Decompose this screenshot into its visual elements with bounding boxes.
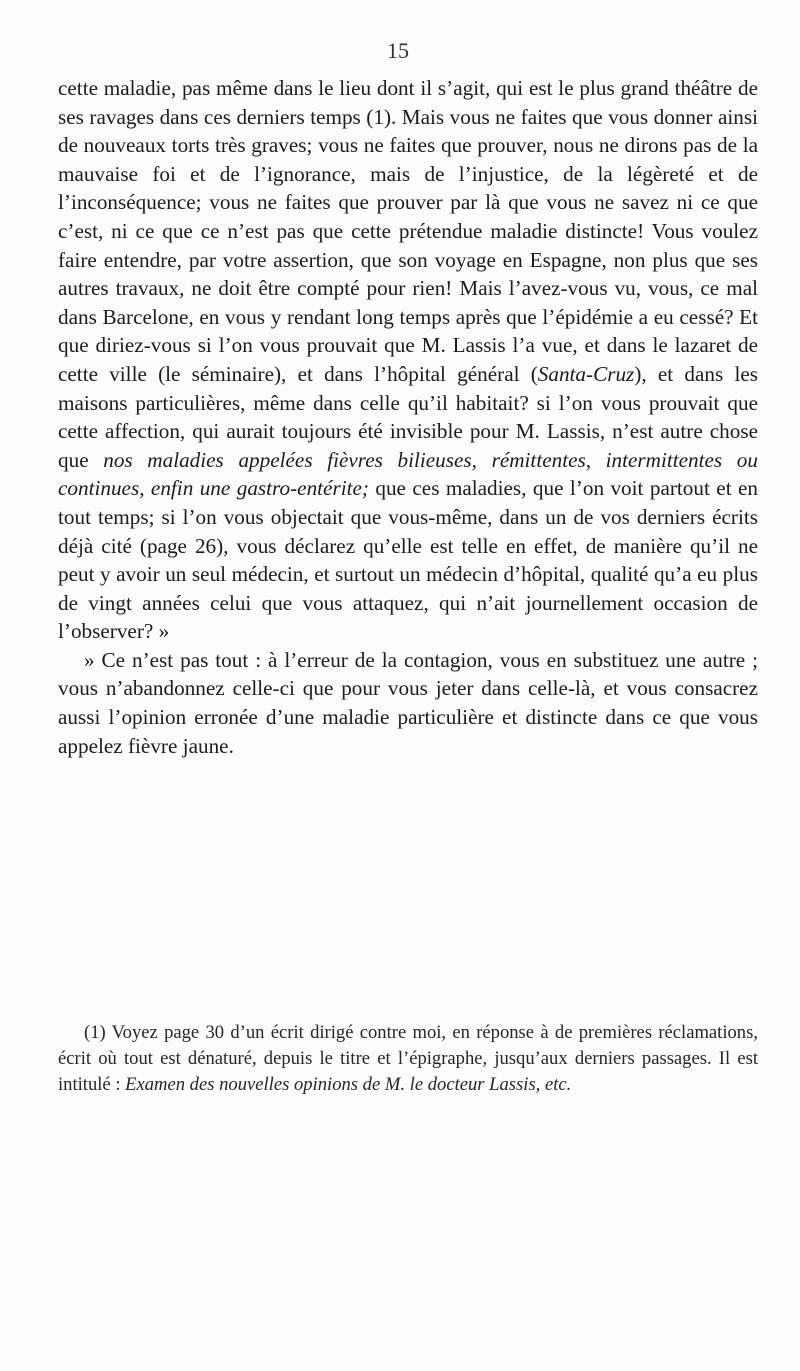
paragraph-1-italic-santa-cruz: Santa-Cruz	[537, 361, 635, 386]
paragraph-1-text-c: que ces maladies, que l’on voit partout et en tout temps; si l’on vous objectait que vous-même, dans un de vos derniers écrits déjà cité (page 26), vous déclarez qu’elle est telle en effet, de manière qu’il ne peut y avoir un seul médecin, et surtout un médecin d’hôpital, qualité qu’a eu plus de vingt années celui que vous attaquez, qui n’ait journellement occasion de l’observer? »	[58, 476, 759, 644]
body-text	[58, 74, 758, 760]
paragraph-1-text-b: ), et dans les maisons particulières, même dans celle qu’il habitait? si l’on vous prouvait que cette affection, qui aurait toujours été invisible pour M. Lassis, n’est autre chose que	[58, 361, 758, 472]
footnote-text: (1) Voyez page 30 d’un écrit dirigé contre moi, en réponse à de premières réclamations, écrit où tout est dénaturé, depuis le titre et l’épigraphe, jusqu’aux derniers passages. Il est intitulé :	[58, 1022, 758, 1095]
page-number: 15	[387, 38, 409, 63]
paragraph-1	[58, 74, 758, 646]
footnote	[58, 1020, 758, 1098]
paragraph-1-italic-maladies: nos maladies appelées fièvres bilieuses, rémittentes, intermittentes ou continues, enfin une gastro-entérite;	[58, 447, 758, 501]
paragraph-2: » Ce n’est pas tout : à l’erreur de la contagion, vous en substituez une autre ; vous n’abandonnez celle-ci que pour vous jeter dans celle-là, et vous consacrez aussi l’opinion erronée d’une maladie particulière et distincte dans ce que vous appelez fièvre jaune.	[58, 647, 758, 758]
paragraph-1-text-a: cette maladie, pas même dans le lieu dont il s’agit, qui est le plus grand théâtre de ses ravages dans ces derniers temps (1). Mais vous ne faites que vous donner ainsi de nouveaux torts très graves; vous ne faites que prouver, nous ne dirons pas de la mauvaise foi et de l’ignorance, mais de l’injustice, de la légèreté et de l’inconséquence; vous ne faites que prouver par là que vous ne savez ni ce que c’est, ni ce que ce n’est pas que cette prétendue maladie distincte! Vous voulez faire entendre, par votre assertion, que son voyage en Espagne, non plus que ses autres travaux, ne doit être compté pour rien! Mais l’avez-vous vu, vous, ce mal dans Barcelone, en vous y rendant long temps après que l’épidémie a eu cessé? Et que diriez-vous si l’on vous prouvait que M. Lassis l’a vue, et dans le lazaret de cette ville (le séminaire), et dans l’hôpital général (	[58, 76, 758, 386]
footnote-paragraph	[58, 1020, 758, 1098]
footnote-italic-title: Examen des nouvelles opinions de M. le docteur Lassis, etc.	[125, 1074, 572, 1095]
